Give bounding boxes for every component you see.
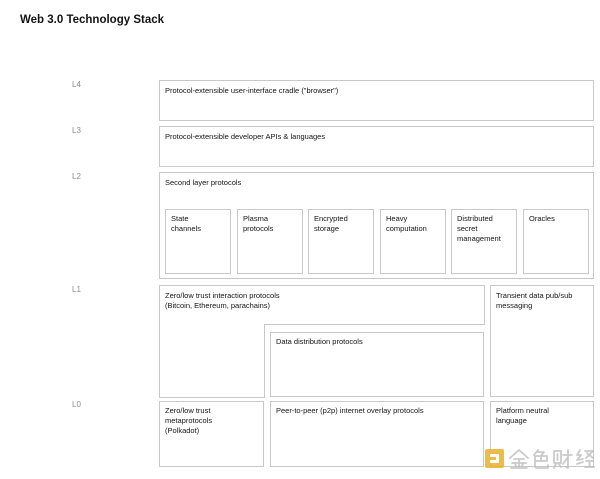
second-layer-protocols-box	[159, 172, 594, 279]
box-text-line: Transient data pub/sub	[496, 291, 573, 300]
second-layer-heading: Second layer protocols	[165, 178, 242, 187]
box-text-line: Zero/low trust	[165, 406, 211, 415]
developer-apis-box	[159, 126, 594, 167]
layer-label-l1: L1	[72, 285, 81, 294]
data-distribution-text: Data distribution protocols	[276, 337, 363, 346]
box-text-line: Distributed	[457, 214, 493, 223]
box-text-line: storage	[314, 224, 340, 233]
box-text-line: Platform neutral	[496, 406, 549, 415]
box-text-line: Oracles	[529, 214, 555, 223]
plasma-protocols-box	[237, 209, 303, 274]
box-text-line: secret	[457, 224, 478, 233]
p2p-overlay-box	[270, 401, 484, 467]
box-text-line: Plasma	[243, 214, 269, 223]
developer-apis-text: Protocol-extensible developer APIs & languages	[165, 132, 326, 141]
heavy-computation-box	[380, 209, 446, 274]
box-text-line: messaging	[496, 301, 533, 310]
ui-cradle-text: Protocol-extensible user-interface cradle ("browser")	[165, 86, 339, 95]
box-text-line: computation	[386, 224, 427, 233]
box-text-line: management	[457, 234, 501, 243]
ui-cradle-box	[159, 80, 594, 121]
encrypted-storage-box	[308, 209, 374, 274]
box-text-line: (Bitcoin, Ethereum, parachains)	[165, 301, 271, 310]
layer-label-l3: L3	[72, 126, 81, 135]
box-text-line: Zero/low trust interaction protocols	[165, 291, 280, 300]
box-text-line: State	[171, 214, 189, 223]
interaction-protocols-text	[165, 291, 280, 311]
page-title: Web 3.0 Technology Stack	[20, 14, 165, 26]
layer-label-l0: L0	[72, 400, 81, 409]
data-distribution-box	[270, 332, 484, 397]
watermark-logo-icon	[484, 448, 505, 469]
layer-label-l2: L2	[72, 172, 81, 181]
pubsub-messaging-box	[490, 285, 594, 397]
layer-label-l4: L4	[72, 80, 81, 89]
box-text-line: (Polkadot)	[165, 426, 200, 435]
p2p-overlay-text: Peer-to-peer (p2p) internet overlay protocols	[276, 406, 424, 415]
watermark-wordmark	[508, 448, 596, 470]
metaprotocols-box	[159, 401, 264, 467]
box-text-line: language	[496, 416, 527, 425]
box-text-line: channels	[171, 224, 202, 233]
box-text-line: Encrypted	[314, 214, 348, 223]
box-text-line: metaprotocols	[165, 416, 213, 425]
distributed-secret-management-box	[451, 209, 517, 274]
oracles-box	[523, 209, 589, 274]
state-channels-box	[165, 209, 231, 274]
box-text-line: Heavy	[386, 214, 408, 223]
box-text-line: protocols	[243, 224, 274, 233]
